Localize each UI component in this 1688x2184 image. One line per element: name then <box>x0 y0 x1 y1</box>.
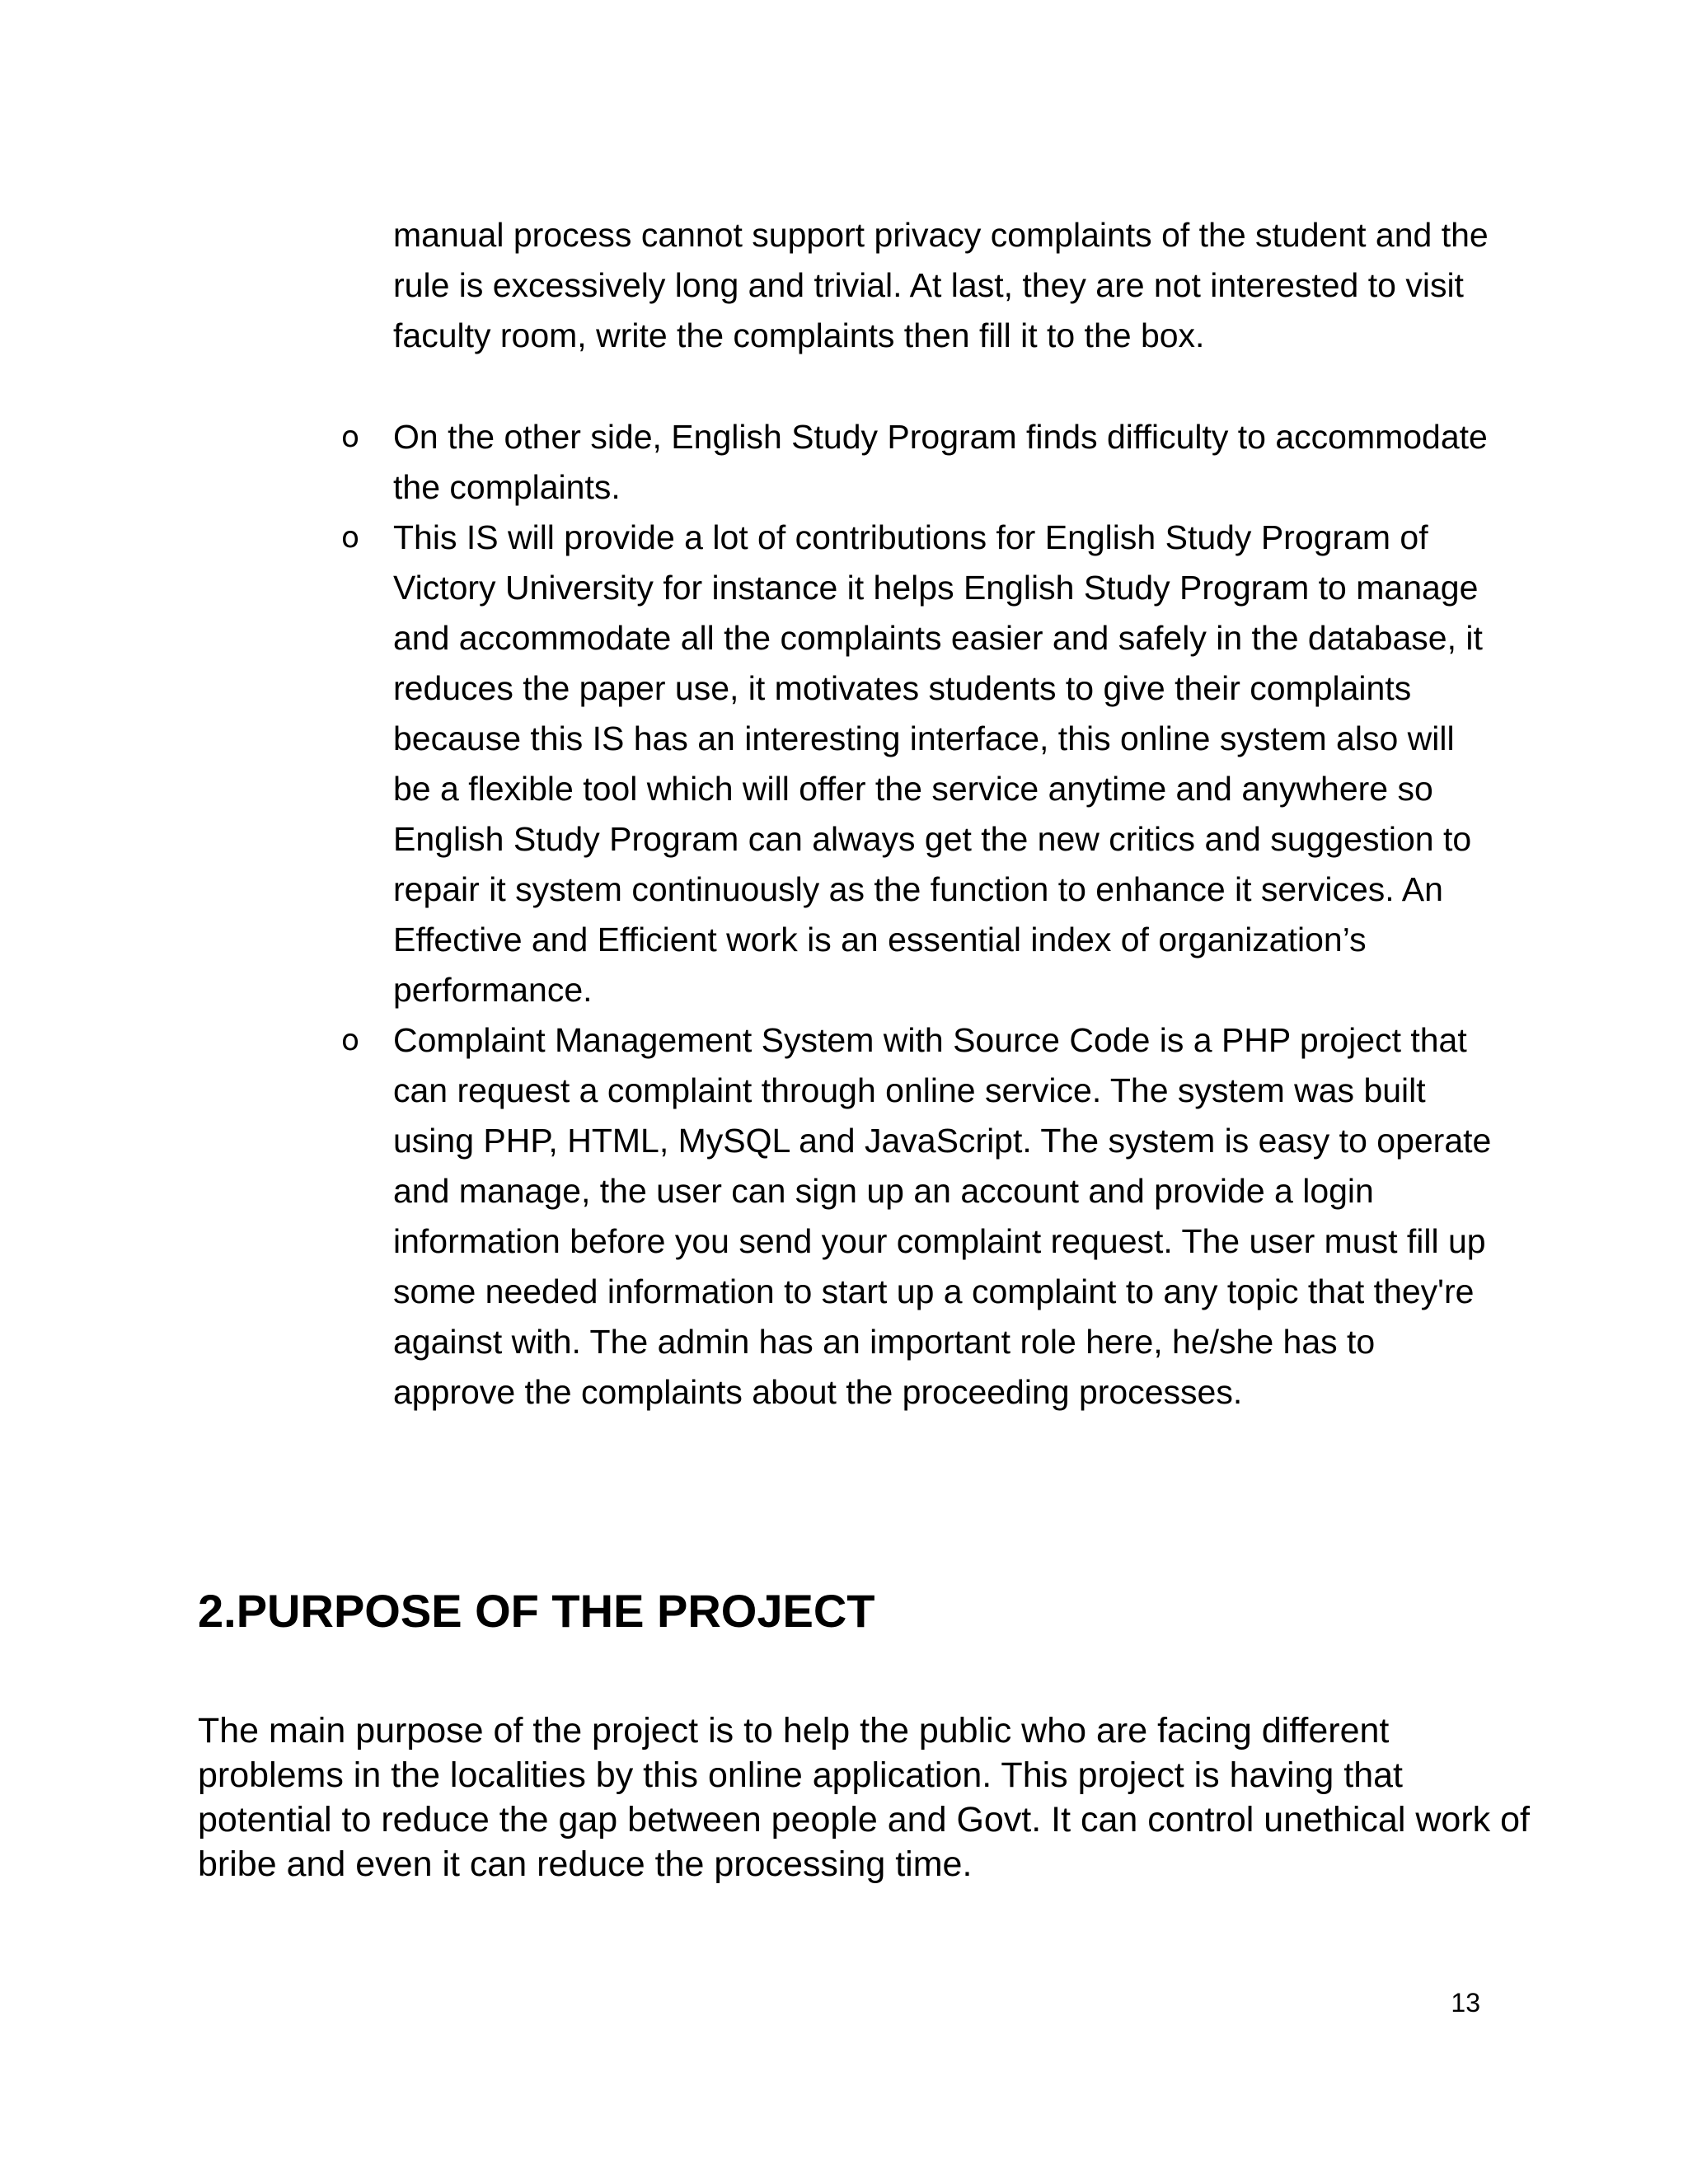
list-item <box>0 1015 1688 1418</box>
bullet-text: This IS will provide a lot of contributions for English Study Program of Victory University for instance it helps English Study Program to manage and accommodate all the complaints easier and safely in the database, it reduces the paper use, it motivates students to give their complaints because this IS has an interesting interface, this online system also will be a flexible tool which will offer the service anytime and anywhere so English Study Program can always get the new critics and suggestion to repair it system continuously as the function to enhance it services. An Effective and Efficient work is an essential index of organization’s performance. <box>393 518 1483 1009</box>
bullet-marker-icon: o <box>341 420 360 454</box>
bullet-marker-icon: o <box>341 521 360 555</box>
section-body-paragraph: The main purpose of the project is to help the public who are facing different problems in the localities by this online application. This project is having that potential to reduce the gap between people and Govt. It can control unethical work of bribe and even it can reduce the processing time. <box>198 1711 1530 1884</box>
bullet-marker-icon: o <box>341 1024 360 1057</box>
bullet-text: Complaint Management System with Source Code is a PHP project that can request a complaint through online service. The system was built using PHP, HTML, MySQL and JavaScript. The system is easy to operate and manage, the user can sign up an account and provide a login information before you send your complaint request. The user must fill up some needed information to start up a complaint to any topic that they're against with. The admin has an important role here, he/she has to approve the complaints about the proceeding processes. <box>393 1021 1492 1411</box>
continuation-paragraph: manual process cannot support privacy complaints of the student and the rule is excessively long and trivial. At last, they are not interested to visit faculty room, write the complaints then fill it to the box. <box>393 216 1489 354</box>
bullet-text: On the other side, English Study Program finds difficulty to accommodate the complaints. <box>393 418 1488 506</box>
list-item <box>0 412 1688 513</box>
bullet-list <box>0 412 1688 1418</box>
list-item <box>0 513 1688 1015</box>
section-heading: 2.PURPOSE OF THE PROJECT <box>198 1585 875 1637</box>
page-number: 13 <box>1451 1988 1480 2018</box>
